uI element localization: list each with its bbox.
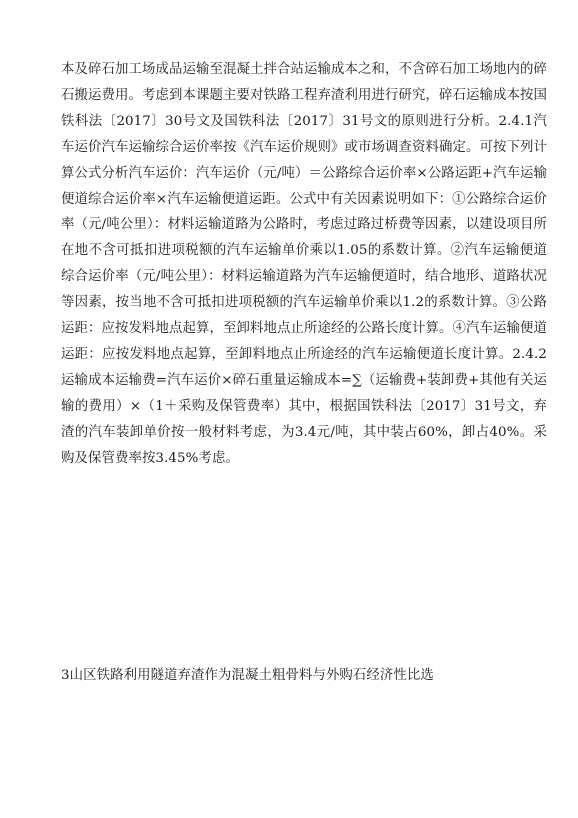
section-heading: 3山区铁路利用隧道弃渣作为混凝土粗骨料与外购石经济性比选: [61, 668, 434, 683]
body-paragraph: 本及碎石加工场成品运输至混凝土拌合站运输成本之和，不含碎石加工场地内的碎石搬运费用。考虑到本课题主要对铁路工程弃渣利用进行研究，碎石运输成本按国铁科法〔2017〕30号文及国铁科法〔2017〕31号文的原则进行分析。2.4.1汽车运价汽车运输综合运价率按《汽车运价规则》或市场调查资料确定。可按下列计算公式分析汽车运价：汽车运价（元/吨）＝公路综合运价率×公路运距+汽车运输便道综合运价率×汽车运输便道运距。公式中有关因素说明如下：①公路综合运价率（元/吨公里）：材料运输道路为公路时，考虑过路过桥费等因素，以建设项目所在地不含可抵扣进项税额的汽车运输单价乘以1.05的系数计算。②汽车运输便道综合运价率（元/吨公里）：材料运输道路为汽车运输便道时，结合地形、道路状况等因素，按当地不含可抵扣进项税额的汽车运输单价乘以1.2的系数计算。③公路运距：应按发料地点起算，至卸料地点止所途经的公路长度计算。④汽车运输便道运距：应按发料地点起算，至卸料地点止所途经的汽车运输便道长度计算。2.4.2运输成本运输费=汽车运价×碎石重量运输成本=∑（运输费+装卸费+其他有关运输的费用）×（1＋采购及保管费率）其中，根据国铁科法〔2017〕31号文，弃渣的汽车装卸单价按一般材料考虑，为3.4元/吨，其中装占60%，卸占40%。采购及保管费率按3.45%考虑。: [61, 62, 547, 466]
